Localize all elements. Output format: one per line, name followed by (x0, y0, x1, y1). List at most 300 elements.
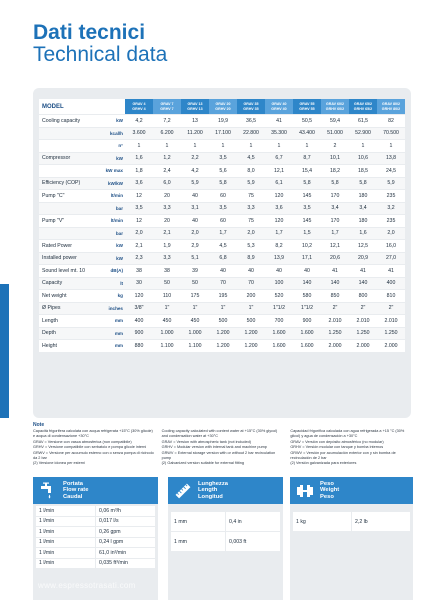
table-cell: 520 (265, 290, 293, 302)
table-cell: 39 (181, 265, 209, 277)
length-title-italian: Lunghezza (198, 481, 228, 488)
table-cell: 41 (349, 265, 377, 277)
table-cell: 38 (153, 265, 181, 277)
table-cell: 1.200 (209, 328, 237, 340)
table-cell: 11.200 (181, 128, 209, 140)
note-text: Cooling capacity calculated with content water at +15°C (30% glycol) and condensation water at +30°C (161, 429, 278, 438)
table-cell: 450 (181, 315, 209, 327)
table-row (39, 153, 405, 165)
water-tap-icon (39, 482, 57, 500)
table-cell: 8,2 (265, 240, 293, 252)
row-unit: bar (101, 228, 125, 240)
table-cell: 2,1 (153, 228, 181, 240)
flow-conversion-row (36, 527, 155, 537)
row-label: Length (39, 315, 101, 327)
table-row (39, 290, 405, 302)
table-cell: 1 (209, 140, 237, 152)
table-cell: 20 (153, 215, 181, 227)
note-text: Capacità frigorifera calcolata con acqua refrigerata +15°C (30% glicole) e acqua di condensazione +30°C (33, 429, 153, 438)
table-cell: 1.100 (153, 340, 181, 352)
row-label: Depth (39, 328, 101, 340)
table-row (39, 228, 405, 240)
table-cell: 700 (265, 315, 293, 327)
weight-conversion-box (290, 477, 413, 600)
flow-to: 0,26 gpm (96, 527, 155, 537)
length-from: 1 mm (171, 532, 225, 551)
table-cell: 1.100 (181, 340, 209, 352)
table-cell: 6.200 (153, 128, 181, 140)
model-column-header (265, 99, 293, 114)
model-name-bottom: GRHV 60/2 (325, 106, 345, 111)
table-cell: 145 (293, 190, 321, 202)
note-text: (2) Galvanized version suitable for external fitting (161, 461, 244, 465)
model-name-bottom: GRHV 35 (243, 106, 259, 111)
row-unit: lt/min (101, 190, 125, 202)
row-label (39, 128, 101, 140)
notes-title: Note (33, 422, 45, 428)
table-cell: 20,9 (349, 253, 377, 265)
table-cell: 400 (377, 278, 405, 290)
table-cell: 1,7 (209, 228, 237, 240)
table-cell: 1 (153, 140, 181, 152)
row-label: Compressor (39, 153, 101, 165)
row-label: Installed power (39, 253, 101, 265)
row-unit: lt (101, 278, 125, 290)
table-cell: 1,6 (349, 228, 377, 240)
table-cell: 12 (125, 215, 153, 227)
table-row (39, 203, 405, 215)
row-unit: inches (101, 303, 125, 315)
notes-column-english (162, 429, 285, 467)
watermark: www.espressotrasati.com (38, 581, 136, 590)
table-cell: 60 (209, 190, 237, 202)
table-cell: 400 (125, 315, 153, 327)
table-row (39, 278, 405, 290)
flow-conversion-row (36, 517, 155, 527)
table-cell: 2,0 (237, 228, 265, 240)
table-cell: 41 (377, 265, 405, 277)
flow-to: 0,035 ft³/min (96, 559, 155, 569)
table-cell: 1,7 (265, 228, 293, 240)
row-unit: mm (101, 328, 125, 340)
table-cell: 15,4 (293, 165, 321, 177)
table-cell: 120 (125, 290, 153, 302)
table-cell: 50 (153, 278, 181, 290)
table-cell: 41 (265, 115, 293, 127)
table-cell: 110 (153, 290, 181, 302)
table-cell: 2,0 (125, 228, 153, 240)
table-cell: 5,9 (181, 178, 209, 190)
table-row (39, 253, 405, 265)
table-cell: 60 (209, 215, 237, 227)
table-cell: 5,9 (377, 178, 405, 190)
dumbbell-icon (296, 482, 314, 500)
model-name-bottom: GRHV 65/2 (353, 106, 373, 111)
length-header (168, 477, 283, 504)
row-unit: kcal/h (101, 128, 125, 140)
flow-rate-header (33, 477, 158, 504)
model-column-header (293, 99, 321, 114)
table-cell: 140 (349, 278, 377, 290)
model-name-top: GRAV 80/2 (381, 102, 401, 107)
table-cell: 140 (321, 278, 349, 290)
table-cell: 5,8 (321, 178, 349, 190)
model-name-bottom: GRHV 7 (160, 106, 174, 111)
flow-to: 0,24 l gpm (96, 538, 155, 548)
notes-column-italian (33, 429, 156, 467)
model-name-top: GRAV 20 (215, 102, 231, 107)
table-cell: 1 (125, 140, 153, 152)
model-name-top: GRAV 4 (132, 102, 146, 107)
table-cell: 235 (377, 190, 405, 202)
table-row (39, 165, 405, 177)
model-name-top: GRAV 55 (299, 102, 315, 107)
table-cell: 235 (377, 215, 405, 227)
notes-column-spanish (290, 429, 413, 467)
table-cell: 8,7 (293, 153, 321, 165)
table-cell: 82 (377, 115, 405, 127)
model-column-header (377, 99, 405, 114)
model-column-header (153, 99, 181, 114)
table-cell: 3,1 (181, 203, 209, 215)
weight-to: 2,2 lb (352, 512, 410, 531)
length-from: 1 mm (171, 512, 225, 531)
model-name-top: GRAV 35 (243, 102, 259, 107)
table-cell: 3,4 (349, 203, 377, 215)
table-cell: 70.500 (377, 128, 405, 140)
flow-from: 1 l/min (36, 559, 95, 569)
table-cell: 145 (293, 215, 321, 227)
table-cell: 3,4 (321, 203, 349, 215)
model-name-bottom: GRHV 4 (132, 106, 146, 111)
table-cell: 10,1 (321, 153, 349, 165)
flow-conversion-row (36, 538, 155, 548)
row-unit: bar (101, 203, 125, 215)
table-cell: 1,9 (153, 240, 181, 252)
table-cell: 51.000 (321, 128, 349, 140)
table-cell: 10,6 (349, 153, 377, 165)
table-cell: 1" (237, 303, 265, 315)
flow-title-italian: Portata (63, 481, 83, 488)
table-row (39, 140, 405, 152)
table-cell: 40 (265, 265, 293, 277)
table-cell: 2 (321, 140, 349, 152)
table-row (39, 190, 405, 202)
table-cell: 2,0 (181, 228, 209, 240)
table-cell: 13,8 (377, 153, 405, 165)
weight-from: 1 kg (293, 512, 351, 531)
table-cell: 4,2 (125, 115, 153, 127)
table-cell: 18,2 (321, 165, 349, 177)
table-cell: 1"1/2 (293, 303, 321, 315)
table-cell: 170 (321, 215, 349, 227)
table-cell: 4,2 (181, 165, 209, 177)
table-cell: 6,7 (265, 153, 293, 165)
row-label (39, 203, 101, 215)
table-cell: 2,9 (181, 240, 209, 252)
table-cell: 850 (321, 290, 349, 302)
table-cell: 2.010 (349, 315, 377, 327)
note-text: GRAV = Versión con depósito atmosférico (no modular) (290, 439, 384, 444)
row-label: Rated Power (39, 240, 101, 252)
table-cell: 1,7 (321, 228, 349, 240)
model-column-header (181, 99, 209, 114)
table-cell: 2,2 (181, 153, 209, 165)
table-row (39, 128, 405, 140)
table-row (39, 265, 405, 277)
table-cell: 175 (181, 290, 209, 302)
table-cell: 900 (293, 315, 321, 327)
table-cell: 52.900 (349, 128, 377, 140)
model-name-bottom: GRHV 40 (271, 106, 287, 111)
table-cell: 70 (237, 278, 265, 290)
table-cell: 12,1 (321, 240, 349, 252)
note-text: GRHV = Modular version with internal tank and machine pump (161, 445, 267, 449)
row-unit: kW (101, 240, 125, 252)
notes-section (33, 423, 413, 467)
table-cell: 580 (293, 290, 321, 302)
table-cell: 1" (181, 303, 209, 315)
model-name-top: GRAV 7 (160, 102, 174, 107)
model-column-header (349, 99, 377, 114)
table-cell: 810 (377, 290, 405, 302)
table-cell: 50 (181, 278, 209, 290)
table-cell: 1.200 (209, 340, 237, 352)
table-cell: 2.010 (321, 315, 349, 327)
table-cell: 1,2 (153, 153, 181, 165)
table-cell: 4,5 (237, 153, 265, 165)
table-cell: 500 (237, 315, 265, 327)
row-label (39, 165, 101, 177)
table-cell: 8,0 (237, 165, 265, 177)
table-cell: 500 (209, 315, 237, 327)
technical-data-panel (33, 88, 411, 418)
flow-conversion-row (36, 559, 155, 569)
row-label: Capacity (39, 278, 101, 290)
table-cell: 1,8 (125, 165, 153, 177)
technical-data-table (39, 98, 405, 353)
table-cell: 3,6 (125, 178, 153, 190)
table-cell: 16,0 (377, 240, 405, 252)
table-cell: 200 (237, 290, 265, 302)
table-cell: 1,6 (125, 153, 153, 165)
table-cell: 1"1/2 (265, 303, 293, 315)
table-cell: 22.800 (237, 128, 265, 140)
weight-conversion-row (293, 512, 410, 531)
flow-title-english: Flow rate (63, 487, 89, 494)
table-cell: 120 (265, 215, 293, 227)
table-cell: 12,1 (265, 165, 293, 177)
table-cell: 180 (349, 215, 377, 227)
flow-from: 1 l/min (36, 506, 95, 516)
table-cell: 20 (153, 190, 181, 202)
table-cell: 1" (209, 303, 237, 315)
model-name-bottom: GRHV 55 (299, 106, 315, 111)
table-cell: 3,5 (293, 203, 321, 215)
length-conversion-row (171, 532, 280, 551)
table-cell: 2" (321, 303, 349, 315)
table-cell: 40 (181, 190, 209, 202)
model-label: MODEL (39, 99, 101, 114)
table-cell: 1.600 (265, 340, 293, 352)
table-cell: 3,2 (377, 203, 405, 215)
table-cell: 2" (377, 303, 405, 315)
table-cell: 1 (181, 140, 209, 152)
flow-from: 1 l/min (36, 538, 95, 548)
weight-header (290, 477, 413, 504)
row-unit: kW (101, 153, 125, 165)
model-name-top: GRAV 65/2 (353, 102, 373, 107)
table-cell: 40 (209, 265, 237, 277)
row-label: Height (39, 340, 101, 352)
table-cell: 180 (349, 190, 377, 202)
row-unit: mm (101, 315, 125, 327)
weight-title-italian: Peso (320, 481, 334, 488)
length-to: 0,003 ft (226, 532, 280, 551)
table-cell: 4,5 (209, 240, 237, 252)
ruler-icon (174, 482, 192, 500)
model-name-top: GRAV 60/2 (325, 102, 345, 107)
table-cell: 5,8 (209, 178, 237, 190)
table-cell: 1.600 (293, 340, 321, 352)
table-cell: 3,5 (209, 203, 237, 215)
table-cell: 3/8" (125, 303, 153, 315)
table-cell: 1 (377, 140, 405, 152)
table-cell: 17.100 (209, 128, 237, 140)
table-cell: 1.250 (321, 328, 349, 340)
table-cell: 2.000 (321, 340, 349, 352)
table-cell: 40 (181, 215, 209, 227)
page-title-italian: Dati tecnici (33, 21, 146, 44)
note-text: Capacidad frigorífica calculada con agua refrigerada a +15 °C (30% glicol) y agua de condensación a +30°C (290, 429, 405, 438)
table-cell: 3.600 (125, 128, 153, 140)
table-cell: 7,2 (153, 115, 181, 127)
table-cell: 2.000 (377, 340, 405, 352)
table-cell: 43.400 (293, 128, 321, 140)
table-cell: 19,9 (209, 115, 237, 127)
table-cell: 1.200 (237, 328, 265, 340)
table-cell: 5,3 (237, 240, 265, 252)
row-unit: n° (101, 140, 125, 152)
table-cell: 2,4 (153, 165, 181, 177)
length-to: 0,4 in (226, 512, 280, 531)
table-cell: 36,5 (237, 115, 265, 127)
table-cell: 1 (265, 140, 293, 152)
unit-header (101, 99, 125, 114)
table-cell: 3,3 (153, 203, 181, 215)
row-unit: kW (101, 253, 125, 265)
note-text: GRHV = Versione compatibile con serbatoio e pompa glicole interni (33, 445, 147, 449)
table-cell: 35.300 (265, 128, 293, 140)
table-cell: 6,1 (265, 178, 293, 190)
table-cell: 1.000 (153, 328, 181, 340)
table-cell: 12,5 (349, 240, 377, 252)
model-name-top: GRAV 40 (271, 102, 287, 107)
row-label: Efficiency (COP) (39, 178, 101, 190)
model-name-bottom: GRHV 20 (215, 106, 231, 111)
length-conversion-box (168, 477, 283, 600)
table-cell: 38 (125, 265, 153, 277)
model-name-bottom: GRHV 80/2 (381, 106, 401, 111)
row-label (39, 140, 101, 152)
table-cell: 1" (153, 303, 181, 315)
table-row (39, 215, 405, 227)
flow-to: 0,017 l/s (96, 517, 155, 527)
table-cell: 20,6 (321, 253, 349, 265)
row-unit: kW (101, 115, 125, 127)
table-cell: 3,3 (153, 253, 181, 265)
flow-to: 61,0 in³/min (96, 548, 155, 558)
table-cell: 2,0 (377, 228, 405, 240)
table-cell: 8,9 (237, 253, 265, 265)
table-cell: 6,0 (153, 178, 181, 190)
table-cell: 1.200 (237, 340, 265, 352)
length-title-english: Length (198, 487, 218, 494)
table-cell: 59,4 (321, 115, 349, 127)
row-unit: kW/kW (101, 178, 125, 190)
row-label: Ø Pipes (39, 303, 101, 315)
table-row (39, 240, 405, 252)
table-row (39, 178, 405, 190)
table-cell: 120 (265, 190, 293, 202)
table-row (39, 303, 405, 315)
length-title-spanish: Longitud (198, 493, 223, 500)
table-cell: 2,1 (125, 240, 153, 252)
page-title-block (33, 22, 167, 66)
table-cell: 140 (293, 278, 321, 290)
table-cell: 50,5 (293, 115, 321, 127)
row-unit: mm (101, 340, 125, 352)
note-text: GRWV = Versión por acumulación exterior con y sin bomba de recirculación de 2 bar (290, 450, 396, 460)
table-cell: 5,8 (293, 178, 321, 190)
table-cell: 2" (349, 303, 377, 315)
note-text: GRAV = Version with atmospheric tank (not included) (161, 439, 251, 444)
table-cell: 1.250 (349, 328, 377, 340)
table-cell: 13 (181, 115, 209, 127)
table-cell: 100 (265, 278, 293, 290)
row-label: Pump "C" (39, 190, 101, 202)
row-unit: kg (101, 290, 125, 302)
table-cell: 800 (349, 290, 377, 302)
flow-title-spanish: Caudal (63, 493, 83, 500)
model-column-header (125, 99, 153, 114)
table-cell: 1.000 (181, 328, 209, 340)
flow-to: 0,06 m³/h (96, 506, 155, 516)
model-column-header (209, 99, 237, 114)
table-cell: 2.000 (349, 340, 377, 352)
row-unit: dB(A) (101, 265, 125, 277)
flow-conversion-row (36, 506, 155, 516)
table-cell: 880 (125, 340, 153, 352)
row-label (39, 228, 101, 240)
table-header-row (39, 99, 405, 114)
note-text: GRWV = External storage version with or without 2 bar recirculation pump (161, 450, 276, 460)
row-label: Net weight (39, 290, 101, 302)
table-cell: 5,1 (181, 253, 209, 265)
note-text: GRAV = Versione con vasca atmosferica (non compatibile) (33, 439, 132, 444)
note-text: GRWV = Versione per accumulo esterno con o senza pompa di ricircolo da 2 bar (33, 450, 154, 460)
table-cell: 10,2 (293, 240, 321, 252)
length-conversion-row (171, 512, 280, 531)
weight-title-english: Weight (320, 487, 340, 494)
flow-conversion-row (36, 548, 155, 558)
table-cell: 1.250 (377, 328, 405, 340)
table-cell: 3,6 (265, 203, 293, 215)
table-row (39, 115, 405, 127)
table-cell: 5,6 (209, 165, 237, 177)
row-unit: kW max (101, 165, 125, 177)
row-label: Pump "V" (39, 215, 101, 227)
